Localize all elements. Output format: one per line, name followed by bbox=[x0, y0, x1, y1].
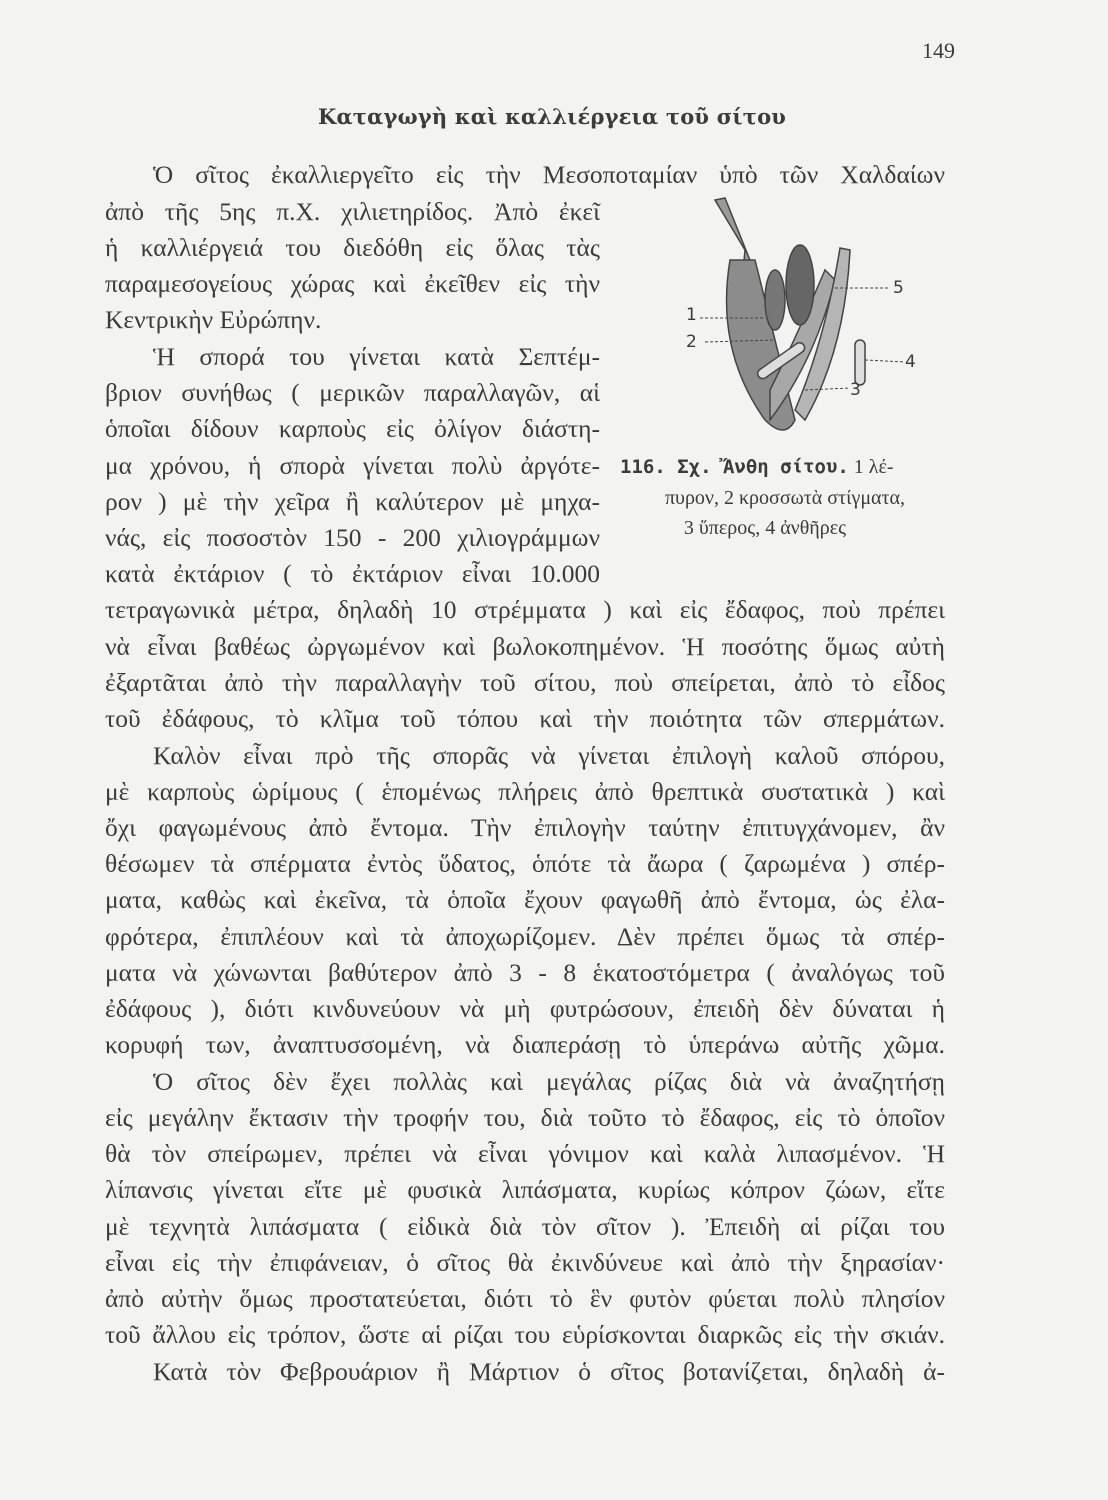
body-line: Ὁ σῖτος δὲν ἔχει πολλὰς καὶ μεγάλας ρίζας διὰ νὰ ἀναζητήσῃ bbox=[153, 1067, 945, 1096]
body-line: Κατὰ τὸν Φεβρουάριον ἢ Μάρτιον ὁ σῖτος βοτανίζεται, δηλαδὴ ἀ- bbox=[153, 1357, 945, 1386]
body-line: θέσωμεν τὰ σπέρματα ἐντὸς ὕδατος, ὁπότε τὰ ἄωρα ( ζαρωμένα ) σπέρ- bbox=[105, 849, 945, 878]
body-line: ἀπὸ τῆς 5ης π.Χ. χιλιετηρίδος. Ἀπὸ ἐκεῖ bbox=[105, 197, 600, 226]
figure-caption-line3: 3 ὕπερος, 4 ἀνθῆρες bbox=[683, 517, 847, 539]
body-line: εἰς μεγάλην ἔκτασιν τὴν τροφήν του, διὰ τοῦτο τὸ ἔδαφος, εἰς τὸ ὁποῖον bbox=[105, 1103, 945, 1132]
body-line: Κεντρικὴν Εὐρώπην. bbox=[105, 305, 322, 334]
figure-caption-line2: πυρον, 2 κροσσωτὰ στίγματα, bbox=[664, 487, 906, 509]
body-line: ἐξαρτᾶται ἀπὸ τὴν παραλλαγὴν τοῦ σίτου, ποὺ σπείρεται, ἀπὸ τὸ εἶδος bbox=[105, 668, 945, 697]
body-line: βριον συνήθως ( μερικῶν παραλλαγῶν, αἱ bbox=[105, 378, 600, 407]
body-line: ματα νὰ χώνωνται βαθύτερον ἀπὸ 3 - 8 ἑκατοστόμετρα ( ἀναλόγως τοῦ bbox=[105, 958, 945, 987]
body-line: λίπανσις γίνεται εἴτε μὲ φυσικὰ λιπάσματα, κυρίως κόπρον ζώων, εἴτε bbox=[105, 1175, 945, 1204]
figure-label-1: 1 bbox=[686, 305, 697, 325]
body-line: εἶναι εἰς τὴν ἐπιφάνειαν, ὁ σῖτος θὰ ἐκινδύνευε καὶ ἀπὸ τὴν ξηρασίαν· bbox=[105, 1248, 945, 1277]
figure-label-4: 4 bbox=[905, 352, 916, 372]
body-line: μα χρόνου, ἡ σπορὰ γίνεται πολὺ ἀργότε- bbox=[105, 451, 600, 480]
figure-caption-title: 116. Σχ. Ἄνθη σίτου. bbox=[620, 456, 849, 478]
figure-label-3: 3 bbox=[850, 380, 861, 400]
body-line: ὁποῖαι δίδουν καρποὺς εἰς ὀλίγον διάστη- bbox=[105, 414, 600, 443]
body-line: κατὰ ἐκτάριον ( τὸ ἐκτάριον εἶναι 10.000 bbox=[105, 559, 600, 588]
body-line: Ὁ σῖτος ἐκαλλιεργεῖτο εἰς τὴν Μεσοποταμίαν ὑπὸ τῶν Χαλδαίων bbox=[153, 160, 945, 189]
wheat-flower-illustration bbox=[675, 190, 925, 445]
body-line: κορυφή των, ἀναπτυσσομένη, νὰ διαπεράσῃ τὸ ὑπεράνω αὐτῆς χῶμα. bbox=[105, 1030, 945, 1059]
figure-caption-line1 bbox=[620, 456, 950, 479]
body-line: ἐδάφους ), διότι κινδυνεύουν νὰ μὴ φυτρώσουν, ἐπειδὴ δὲν δύναται ἡ bbox=[105, 994, 945, 1023]
body-line: μὲ τεχνητὰ λιπάσματα ( εἰδικὰ διὰ τὸν σῖτον ). Ἐπειδὴ αἱ ρίζαι του bbox=[105, 1212, 945, 1241]
body-line: νάς, εἰς ποσοστὸν 150 - 200 χιλιογράμμων bbox=[105, 523, 600, 552]
body-line: ὄχι φαγωμένους ἀπὸ ἔντομα. Τὴν ἐπιλογὴν ταύτην ἐπιτυγχάνομεν, ἂν bbox=[105, 813, 945, 842]
body-line: φρότερα, ἐπιπλέουν καὶ τὰ ἀποχωρίζομεν. Δὲν πρέπει ὅμως τὰ σπέρ- bbox=[105, 922, 945, 951]
page-number: 149 bbox=[922, 38, 955, 63]
body-line: μὲ καρποὺς ὡρίμους ( ἑπομένως πλήρεις ἀπὸ θρεπτικὰ συστατικὰ ) καὶ bbox=[105, 777, 945, 806]
body-line: ρον ) μὲ τὴν χεῖρα ἢ καλύτερον μὲ μηχα- bbox=[105, 487, 600, 516]
body-line: τετραγωνικὰ μέτρα, δηλαδὴ 10 στρέμματα ) καὶ εἰς ἔδαφος, ποὺ πρέπει bbox=[105, 595, 945, 624]
body-line: ἡ καλλιέργειά του διεδόθη εἰς ὅλας τὰς bbox=[105, 233, 600, 262]
body-line: τοῦ ἄλλου εἰς τρόπον, ὥστε αἱ ρίζαι του εὑρίσκονται διαρκῶς εἰς τὴν σκιάν. bbox=[105, 1320, 945, 1349]
figure-label-2: 2 bbox=[686, 332, 697, 352]
body-line: νὰ εἶναι βαθέως ὠργωμένον καὶ βωλοκοπημένον. Ἡ ποσότης ὅμως αὐτὴ bbox=[105, 632, 945, 661]
body-line: θὰ τὸν σπείρωμεν, πρέπει νὰ εἶναι γόνιμον καὶ καλὰ λιπασμένον. Ἡ bbox=[105, 1139, 945, 1168]
body-line: τοῦ ἐδάφους, τὸ κλῖμα τοῦ τόπου καὶ τὴν ποιότητα τῶν σπερμάτων. bbox=[105, 704, 945, 733]
body-line: Ἡ σπορά του γίνεται κατὰ Σεπτέμ- bbox=[153, 342, 600, 371]
figure-label-5: 5 bbox=[893, 278, 904, 298]
section-heading: Καταγωγὴ καὶ καλλιέργεια τοῦ σίτου bbox=[318, 104, 787, 129]
figure-caption-tail: 1 λέ- bbox=[848, 456, 894, 478]
body-line: Καλὸν εἶναι πρὸ τῆς σπορᾶς νὰ γίνεται ἐπιλογὴ καλοῦ σπόρου, bbox=[153, 741, 945, 770]
body-line: ματα, καθὼς καὶ ἐκεῖνα, τὰ ὁποῖα ἔχουν φαγωθῆ ἀπὸ ἔντομα, ὡς ἐλα- bbox=[105, 885, 945, 914]
body-line: παραμεσογείους χώρας καὶ ἐκεῖθεν εἰς τὴν bbox=[105, 269, 600, 298]
body-line: ἀπὸ αὐτὴν ὅμως προστατεύεται, διότι τὸ ἓν φυτὸν φύεται πολὺ πλησίον bbox=[105, 1284, 945, 1313]
